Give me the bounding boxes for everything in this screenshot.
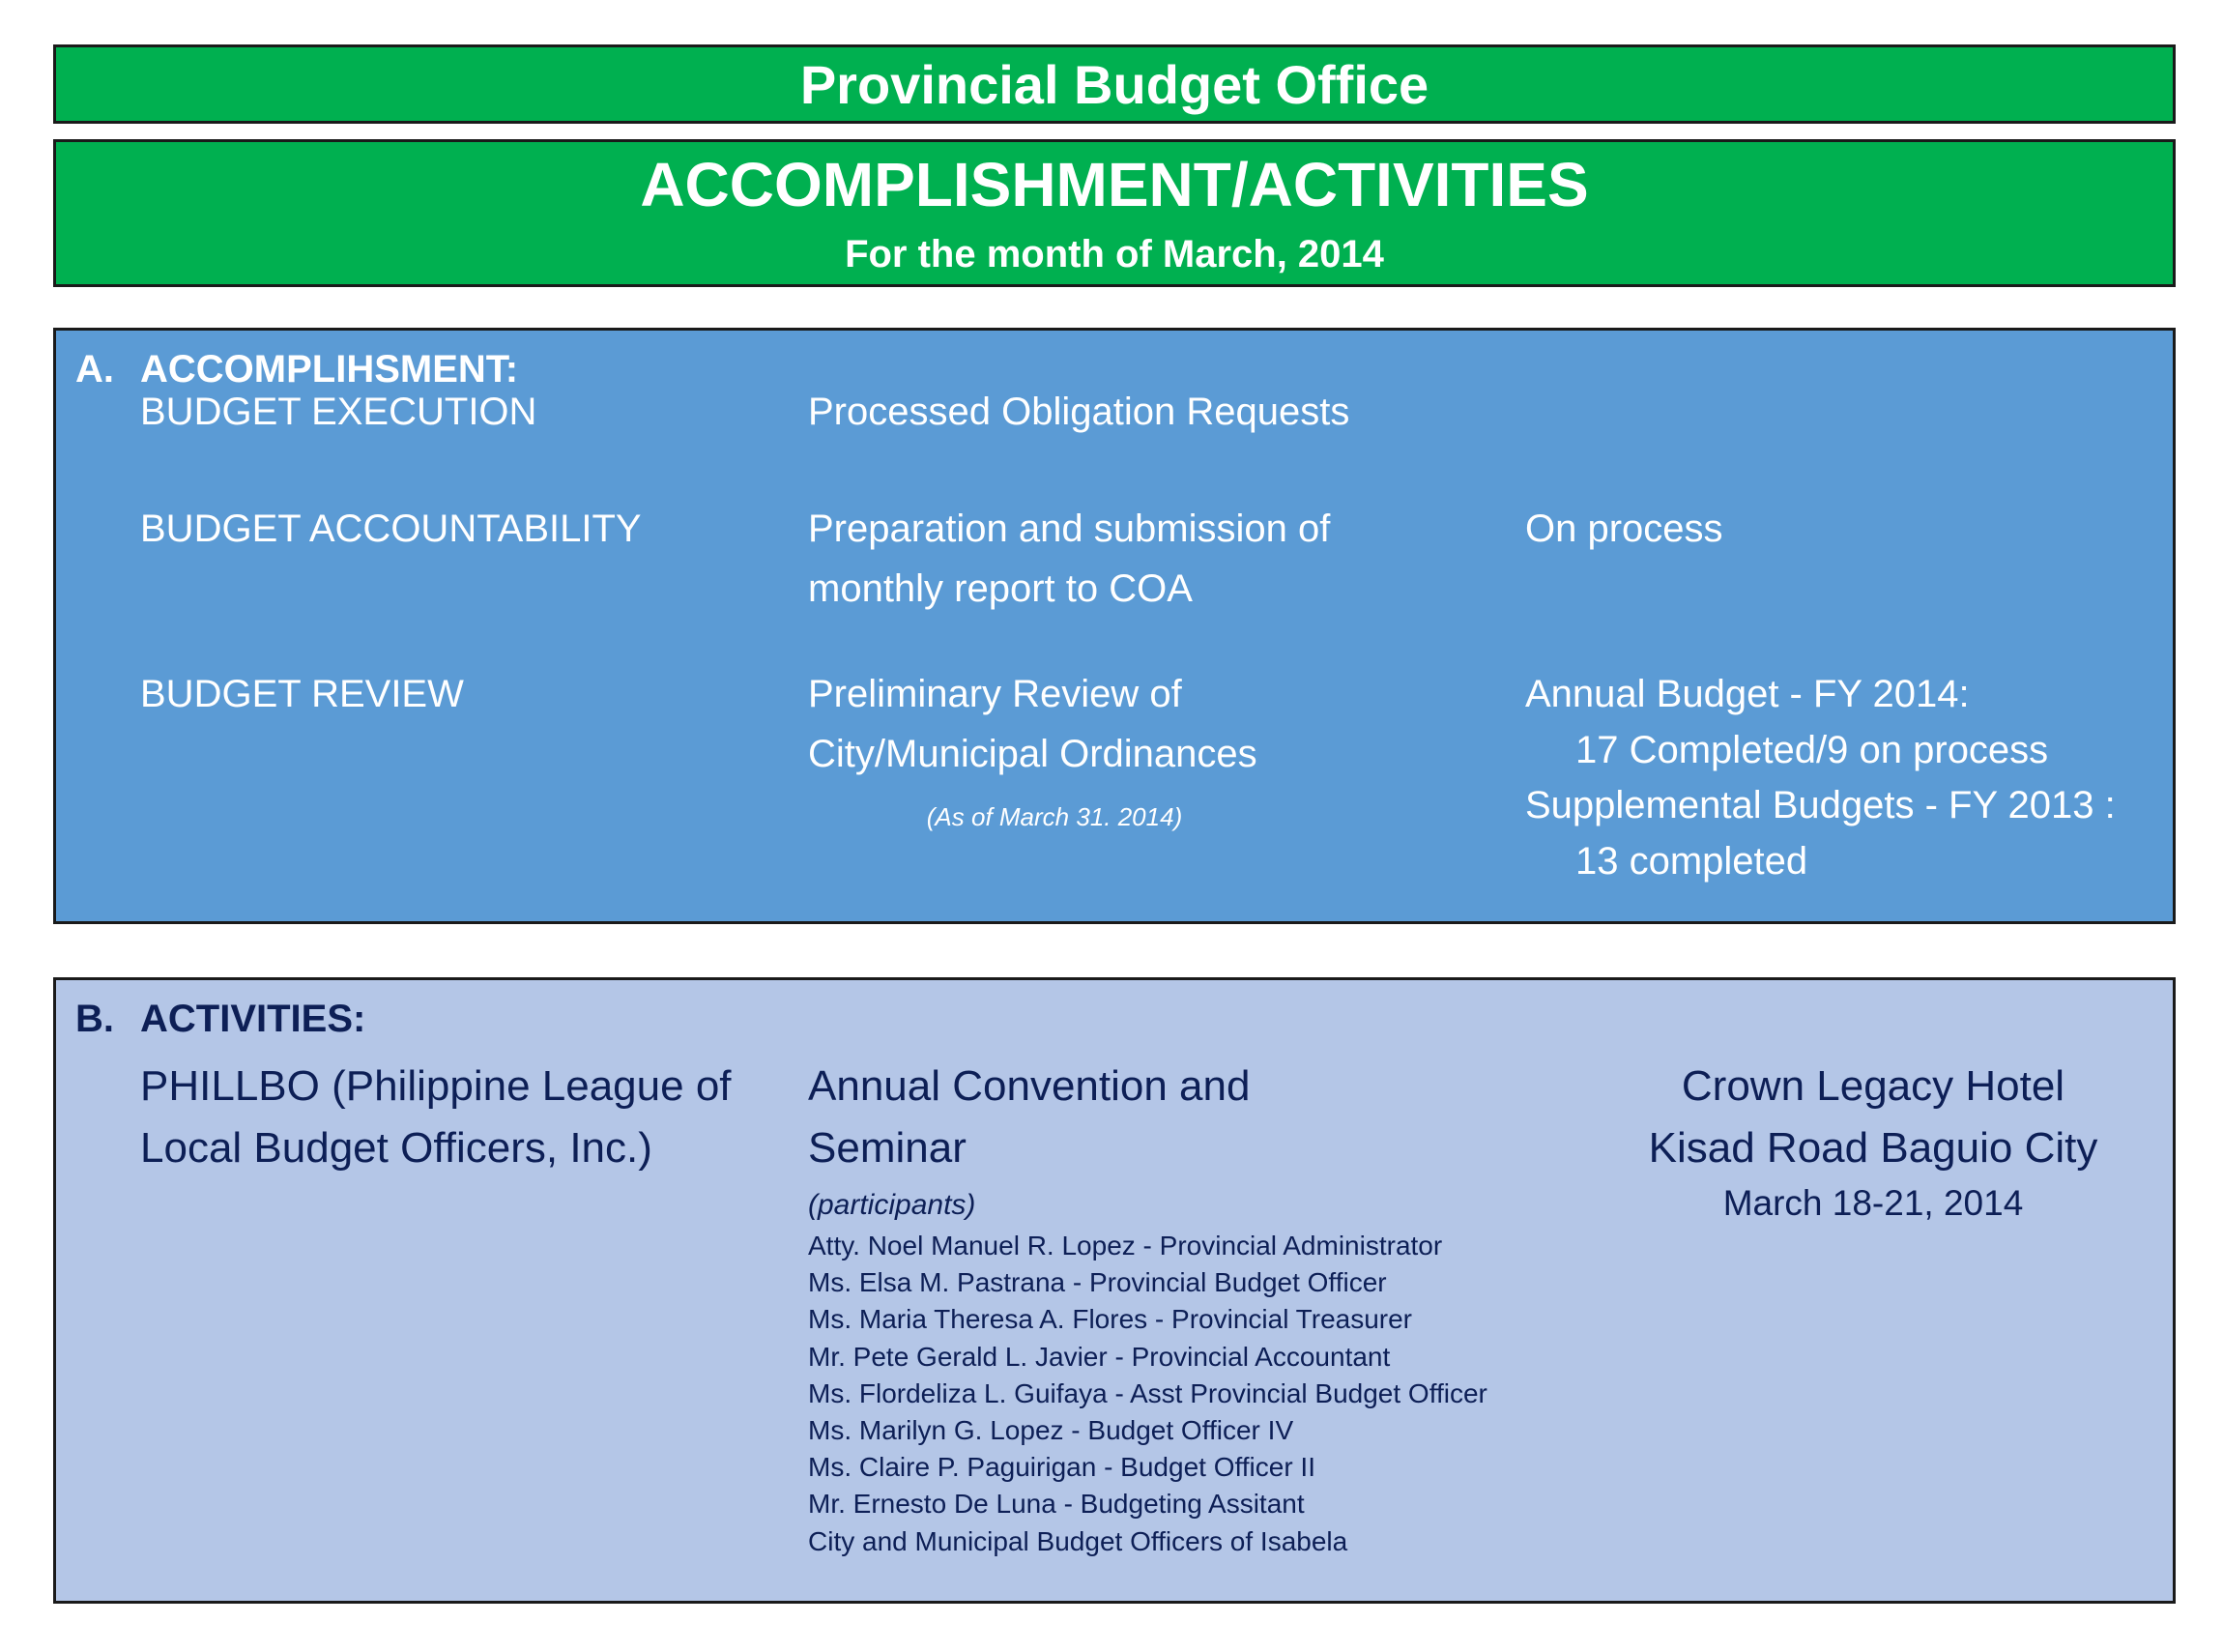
report-header — [53, 139, 2176, 287]
organization-line2: Local Budget Officers, Inc.) — [140, 1124, 652, 1172]
budget-accountability-description-line2: monthly report to COA — [808, 567, 1193, 610]
participant-item: Ms. Flordeliza L. Guifaya - Asst Provincial Budget Officer — [808, 1377, 1487, 1408]
budget-execution-description: Processed Obligation Requests — [808, 391, 1350, 433]
annual-budget-status: Annual Budget - FY 2014: — [1525, 673, 1970, 715]
participant-item: Ms. Elsa M. Pastrana - Provincial Budget Officer — [808, 1267, 1387, 1298]
participant-item: Ms. Maria Theresa A. Flores - Provincial Treasurer — [808, 1304, 1413, 1335]
event-line2: Seminar — [808, 1124, 967, 1172]
accomplishment-section — [53, 328, 2176, 924]
annual-budget-count: 17 Completed/9 on process — [1575, 729, 2049, 771]
report-title: ACCOMPLISHMENT/ACTIVITIES — [640, 150, 1589, 219]
section-a-heading: ACCOMPLIHSMENT: — [140, 348, 519, 391]
event-date: March 18-21, 2014 — [1722, 1183, 2024, 1223]
budget-accountability-description-line1: Preparation and submission of — [808, 507, 1331, 550]
budget-accountability-status: On process — [1525, 507, 1723, 550]
participant-item: Ms. Claire P. Paguirigan - Budget Officer II — [808, 1452, 1315, 1483]
participants-label: (participants) — [808, 1189, 976, 1221]
budget-review-description-line2: City/Municipal Ordinances — [808, 733, 1257, 775]
participant-item: Atty. Noel Manuel R. Lopez - Provincial Administrator — [808, 1231, 1443, 1261]
budget-execution-label: BUDGET EXECUTION — [140, 391, 537, 433]
budget-review-description-line1: Preliminary Review of — [808, 673, 1182, 715]
budget-review-note: (As of March 31. 2014) — [926, 802, 1183, 831]
budget-accountability-label: BUDGET ACCOUNTABILITY — [140, 507, 642, 550]
event-line1: Annual Convention and — [808, 1062, 1251, 1110]
office-title-bar — [53, 44, 2176, 124]
organization-line1: PHILLBO (Philippine League of — [140, 1062, 732, 1110]
section-a-letter: A. — [75, 348, 114, 391]
participants-list — [808, 1228, 1487, 1560]
office-title: Provincial Budget Office — [799, 54, 1429, 115]
section-b-letter: B. — [75, 998, 114, 1040]
budget-review-label: BUDGET REVIEW — [140, 673, 464, 715]
participant-item: Ms. Marilyn G. Lopez - Budget Officer IV — [808, 1415, 1294, 1446]
participant-item: Mr. Pete Gerald L. Javier - Provincial Accountant — [808, 1341, 1391, 1372]
venue-line1: Crown Legacy Hotel — [1681, 1062, 2065, 1110]
participant-item: Mr. Ernesto De Luna - Budgeting Assitant — [808, 1489, 1305, 1520]
supplemental-budget-status: Supplemental Budgets - FY 2013 : — [1525, 784, 2116, 826]
report-subtitle: For the month of March, 2014 — [845, 233, 1384, 275]
participant-item: City and Municipal Budget Officers of Isabela — [808, 1525, 1348, 1556]
supplemental-budget-count: 13 completed — [1575, 840, 1808, 883]
section-b-heading: ACTIVITIES: — [140, 998, 366, 1040]
venue-line2: Kisad Road Baguio City — [1648, 1124, 2098, 1172]
activities-section — [53, 977, 2176, 1604]
